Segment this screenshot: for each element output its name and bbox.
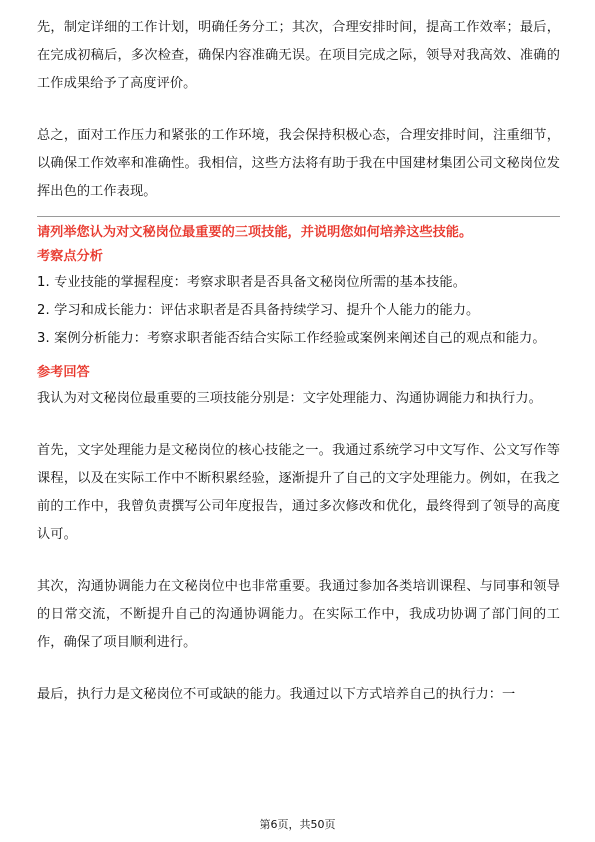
- answer-paragraph: 其次，沟通协调能力在文秘岗位中也非常重要。我通过参加各类培训课程、与同事和领导的日常交流，不断提升自己的沟通协调能力。在实际工作中，我成功协调了部门间的工作，确保了项目顺利进行。: [37, 579, 560, 650]
- analysis-item: 2. 学习和成长能力：评估求职者是否具备持续学习、提升个人能力的能力。: [37, 303, 480, 318]
- answer-paragraph: 首先，文字处理能力是文秘岗位的核心技能之一。我通过系统学习中文写作、公文写作等课程，以及在实际工作中不断积累经验，逐渐提升了自己的文字处理能力。例如，在我之前的工作中，我曾负责撰写公司年度报告，通过多次修改和优化，最终得到了领导的高度认可。: [37, 443, 560, 542]
- answer-heading: 参考回答: [37, 365, 90, 380]
- analysis-item: 1. 专业技能的掌握程度：考察求职者是否具备文秘岗位所需的基本技能。: [37, 275, 466, 290]
- analysis-item: 3. 案例分析能力：考察求职者能否结合实际工作经验或案例来阐述自己的观点和能力。: [37, 331, 546, 346]
- summary-paragraph: 总之，面对工作压力和紧张的工作环境，我会保持积极心态，合理安排时间，注重细节，以确保工作效率和准确性。我相信，这些方法将有助于我在中国建材集团公司文秘岗位发挥出色的工作表现。: [37, 128, 560, 199]
- section-divider: [37, 216, 560, 217]
- document-page: [37, 14, 560, 709]
- page-number: 第6页，共50页: [259, 818, 336, 831]
- answer-paragraph: 我认为对文秘岗位最重要的三项技能分别是：文字处理能力、沟通协调能力和执行力。: [37, 391, 542, 406]
- intro-paragraph: 先，制定详细的工作计划，明确任务分工；其次，合理安排时间，提高工作效率；最后，在完成初稿后，多次检查，确保内容准确无误。在项目完成之际，领导对我高效、准确的工作成果给予了高度评价。: [37, 20, 560, 91]
- analysis-heading: 考察点分析: [37, 249, 103, 264]
- interview-question: 请列举您认为对文秘岗位最重要的三项技能，并说明您如何培养这些技能。: [37, 225, 473, 240]
- answer-paragraph: 最后，执行力是文秘岗位不可或缺的能力。我通过以下方式培养自己的执行力：一: [37, 687, 516, 702]
